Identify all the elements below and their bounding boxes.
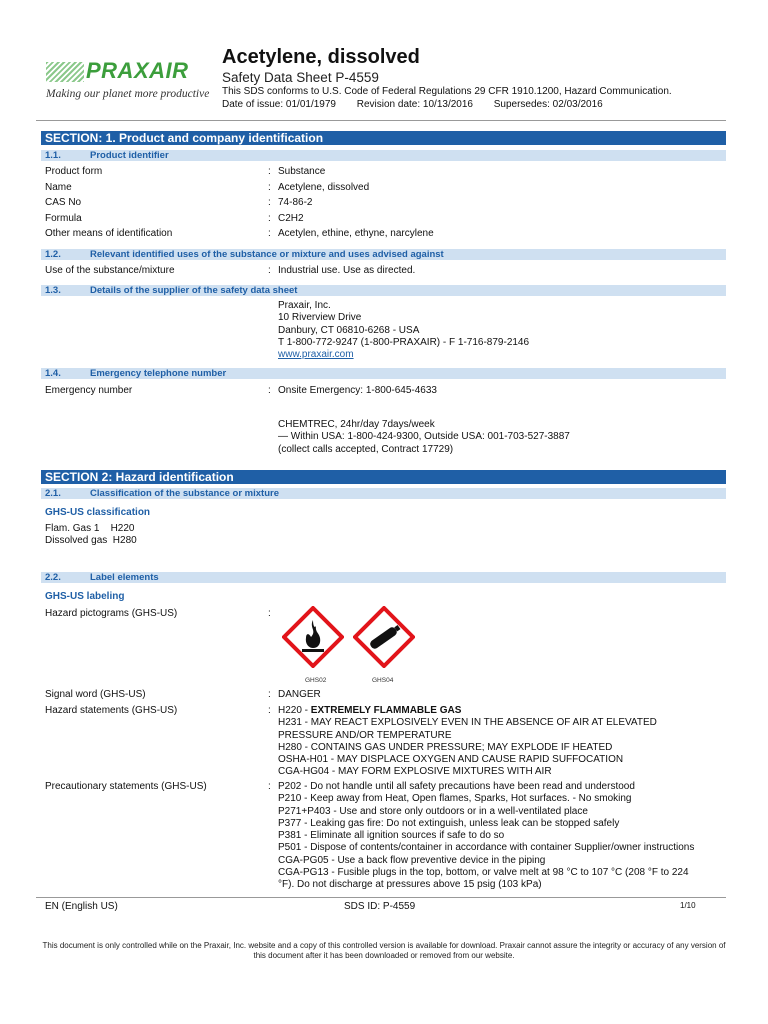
praxair-logo bbox=[46, 58, 216, 106]
colon: : bbox=[268, 228, 271, 239]
row-label: Product form bbox=[45, 166, 103, 177]
precautionary-statements-label: Precautionary statements (GHS-US) bbox=[45, 781, 207, 792]
precaution-line: P501 - Dispose of contents/container in accordance with container Supplier/owner instructions bbox=[278, 842, 695, 854]
row-label: Formula bbox=[45, 213, 82, 224]
classification-line: Flam. Gas 1 H220 bbox=[45, 523, 135, 534]
pictogram-code: GHS02 bbox=[305, 677, 327, 684]
colon: : bbox=[268, 689, 271, 700]
gas-cylinder-icon bbox=[353, 606, 415, 668]
precaution-line: P210 - Keep away from Heat, Open flames, Sparks, Hot surfaces. - No smoking bbox=[278, 793, 632, 805]
hazard-emphasis: EXTREMELY FLAMMABLE GAS bbox=[310, 705, 462, 716]
subsection-title: Emergency telephone number bbox=[90, 368, 227, 379]
colon: : bbox=[268, 781, 271, 792]
ghs-labeling-heading: GHS-US labeling bbox=[45, 591, 125, 602]
precaution-line: CGA-PG05 - Use a back flow preventive device in the piping bbox=[278, 854, 546, 866]
subsection-1-2-header bbox=[41, 249, 726, 260]
supplier-line: 10 Riverview Drive bbox=[278, 312, 362, 324]
row-label: Name bbox=[45, 182, 72, 193]
footer-divider bbox=[36, 897, 726, 898]
supplier-address bbox=[278, 300, 529, 361]
precaution-line: P271+P403 - Use and store only outdoors or in a well-ventilated place bbox=[278, 805, 588, 817]
chemtrec-line: CHEMTREC, 24hr/day 7days/week bbox=[278, 419, 435, 430]
colon: : bbox=[268, 182, 271, 193]
use-value: Industrial use. Use as directed. bbox=[278, 265, 416, 276]
section-1-header: SECTION: 1. Product and company identification bbox=[41, 131, 726, 145]
ghs-classification-heading: GHS-US classification bbox=[45, 507, 151, 518]
document-title: Acetylene, dissolved bbox=[222, 46, 420, 68]
flame-icon bbox=[282, 606, 344, 668]
colon: : bbox=[268, 166, 271, 177]
row-label: Other means of identification bbox=[45, 228, 173, 239]
hazard-line: OSHA-H01 - MAY DISPLACE OXYGEN AND CAUSE RAPID SUFFOCATION bbox=[278, 754, 624, 766]
precaution-line: °F). Do not discharge at pressures above 15 psig (103 kPa) bbox=[278, 879, 542, 891]
row-value: C2H2 bbox=[278, 213, 304, 224]
conformance-statement: This SDS conforms to U.S. Code of Federal Regulations 29 CFR 1910.1200, Hazard Communication. bbox=[222, 86, 672, 97]
supplier-line: T 1-800-772-9247 (1-800-PRAXAIR) - F 1-716-879-2146 bbox=[278, 336, 530, 348]
hazard-line: H231 - MAY REACT EXPLOSIVELY EVEN IN THE ABSENCE OF AIR AT ELEVATED bbox=[278, 717, 657, 729]
section-2-header: SECTION 2: Hazard identification bbox=[41, 470, 726, 484]
hazard-line-h220 bbox=[278, 705, 657, 717]
colon: : bbox=[268, 265, 271, 276]
hazard-statements-label: Hazard statements (GHS-US) bbox=[45, 705, 178, 716]
row-value: Acetylen, ethine, ethyne, narcylene bbox=[278, 228, 434, 239]
precaution-line: CGA-PG13 - Fusible plugs in the top, bottom, or valve melt at 98 °C to 107 °C (208 °F to 224 bbox=[278, 867, 689, 879]
classification-line: Dissolved gas H280 bbox=[45, 535, 137, 546]
footer-page-number: 1/10 bbox=[680, 901, 696, 910]
header-divider bbox=[36, 120, 726, 121]
hazard-code: H220 - bbox=[278, 705, 311, 716]
subsection-number: 1.3. bbox=[45, 285, 61, 296]
supersedes-date: Supersedes: 02/03/2016 bbox=[493, 99, 603, 110]
subsection-number: 1.4. bbox=[45, 368, 61, 379]
footer-language: EN (English US) bbox=[45, 901, 118, 912]
hazard-line: CGA-HG04 - MAY FORM EXPLOSIVE MIXTURES WITH AIR bbox=[278, 766, 552, 778]
supplier-website-link[interactable]: www.praxair.com bbox=[278, 349, 354, 361]
logo-stripes-icon bbox=[46, 62, 84, 82]
subsection-number: 1.2. bbox=[45, 249, 61, 260]
date-of-issue: Date of issue: 01/01/1979 bbox=[222, 99, 336, 110]
subsection-number: 1.1. bbox=[45, 150, 61, 161]
subsection-title: Label elements bbox=[90, 572, 159, 583]
hazard-line: H280 - CONTAINS GAS UNDER PRESSURE; MAY EXPLODE IF HEATED bbox=[278, 741, 613, 753]
subsection-1-1-header bbox=[41, 150, 726, 161]
emergency-label: Emergency number bbox=[45, 385, 133, 396]
colon: : bbox=[268, 385, 271, 396]
date-line bbox=[222, 99, 621, 110]
subsection-number: 2.1. bbox=[45, 488, 61, 499]
colon: : bbox=[268, 705, 271, 716]
row-label: CAS No bbox=[45, 197, 82, 208]
subsection-title: Classification of the substance or mixture bbox=[90, 488, 279, 499]
subsection-1-4-header bbox=[41, 368, 726, 379]
signal-word-value: DANGER bbox=[278, 689, 321, 700]
subsection-title: Product identifier bbox=[90, 150, 169, 161]
colon: : bbox=[268, 213, 271, 224]
subsection-1-3-header bbox=[41, 285, 726, 296]
subsection-number: 2.2. bbox=[45, 572, 61, 583]
supplier-line: Danbury, CT 06810-6268 - USA bbox=[278, 324, 420, 336]
precaution-line: P381 - Eliminate all ignition sources if safe to do so bbox=[278, 830, 505, 842]
document-subtitle: Safety Data Sheet P-4559 bbox=[222, 70, 379, 85]
subsection-title: Details of the supplier of the safety data sheet bbox=[90, 285, 298, 296]
subsection-2-2-header bbox=[41, 572, 726, 583]
chemtrec-line: (collect calls accepted, Contract 17729) bbox=[278, 443, 454, 455]
hazard-statements bbox=[278, 705, 657, 779]
signal-word-label: Signal word (GHS-US) bbox=[45, 689, 146, 700]
footer-disclaimer: This document is only controlled while on the Praxair, Inc. website and a copy of this controlled version is available for download. Praxair cannot assure the integrity or accuracy of any version of this document after it has been downloaded or removed from our website. bbox=[42, 941, 726, 960]
chemtrec-block bbox=[278, 419, 570, 456]
footer-sds-id: SDS ID: P-4559 bbox=[344, 901, 416, 912]
subsection-2-1-header bbox=[41, 488, 726, 499]
pictogram-code: GHS04 bbox=[372, 677, 394, 684]
row-value: Acetylene, dissolved bbox=[278, 182, 370, 193]
logo-text: PRAXAIR bbox=[86, 58, 189, 83]
supplier-line: Praxair, Inc. bbox=[278, 300, 331, 311]
colon: : bbox=[268, 197, 271, 208]
revision-date: Revision date: 10/13/2016 bbox=[356, 99, 473, 110]
chemtrec-line: — Within USA: 1-800-424-9300, Outside USA: 001-703-527-3887 bbox=[278, 431, 570, 443]
precaution-line: P202 - Do not handle until all safety precautions have been read and understood bbox=[278, 781, 635, 792]
emergency-value: Onsite Emergency: 1-800-645-4633 bbox=[278, 385, 437, 396]
colon: : bbox=[268, 608, 271, 619]
pictogram-label: Hazard pictograms (GHS-US) bbox=[45, 608, 178, 619]
row-value: Substance bbox=[278, 166, 326, 177]
subsection-title: Relevant identified uses of the substance or mixture and uses advised against bbox=[90, 249, 444, 260]
row-value: 74-86-2 bbox=[278, 197, 313, 208]
hazard-line: PRESSURE AND/OR TEMPERATURE bbox=[278, 729, 452, 741]
use-label: Use of the substance/mixture bbox=[45, 265, 175, 276]
logo-tagline: Making our planet more productive bbox=[46, 88, 210, 100]
precaution-line: P377 - Leaking gas fire: Do not extinguish, unless leak can be stopped safely bbox=[278, 817, 620, 829]
precautionary-statements bbox=[278, 781, 694, 892]
